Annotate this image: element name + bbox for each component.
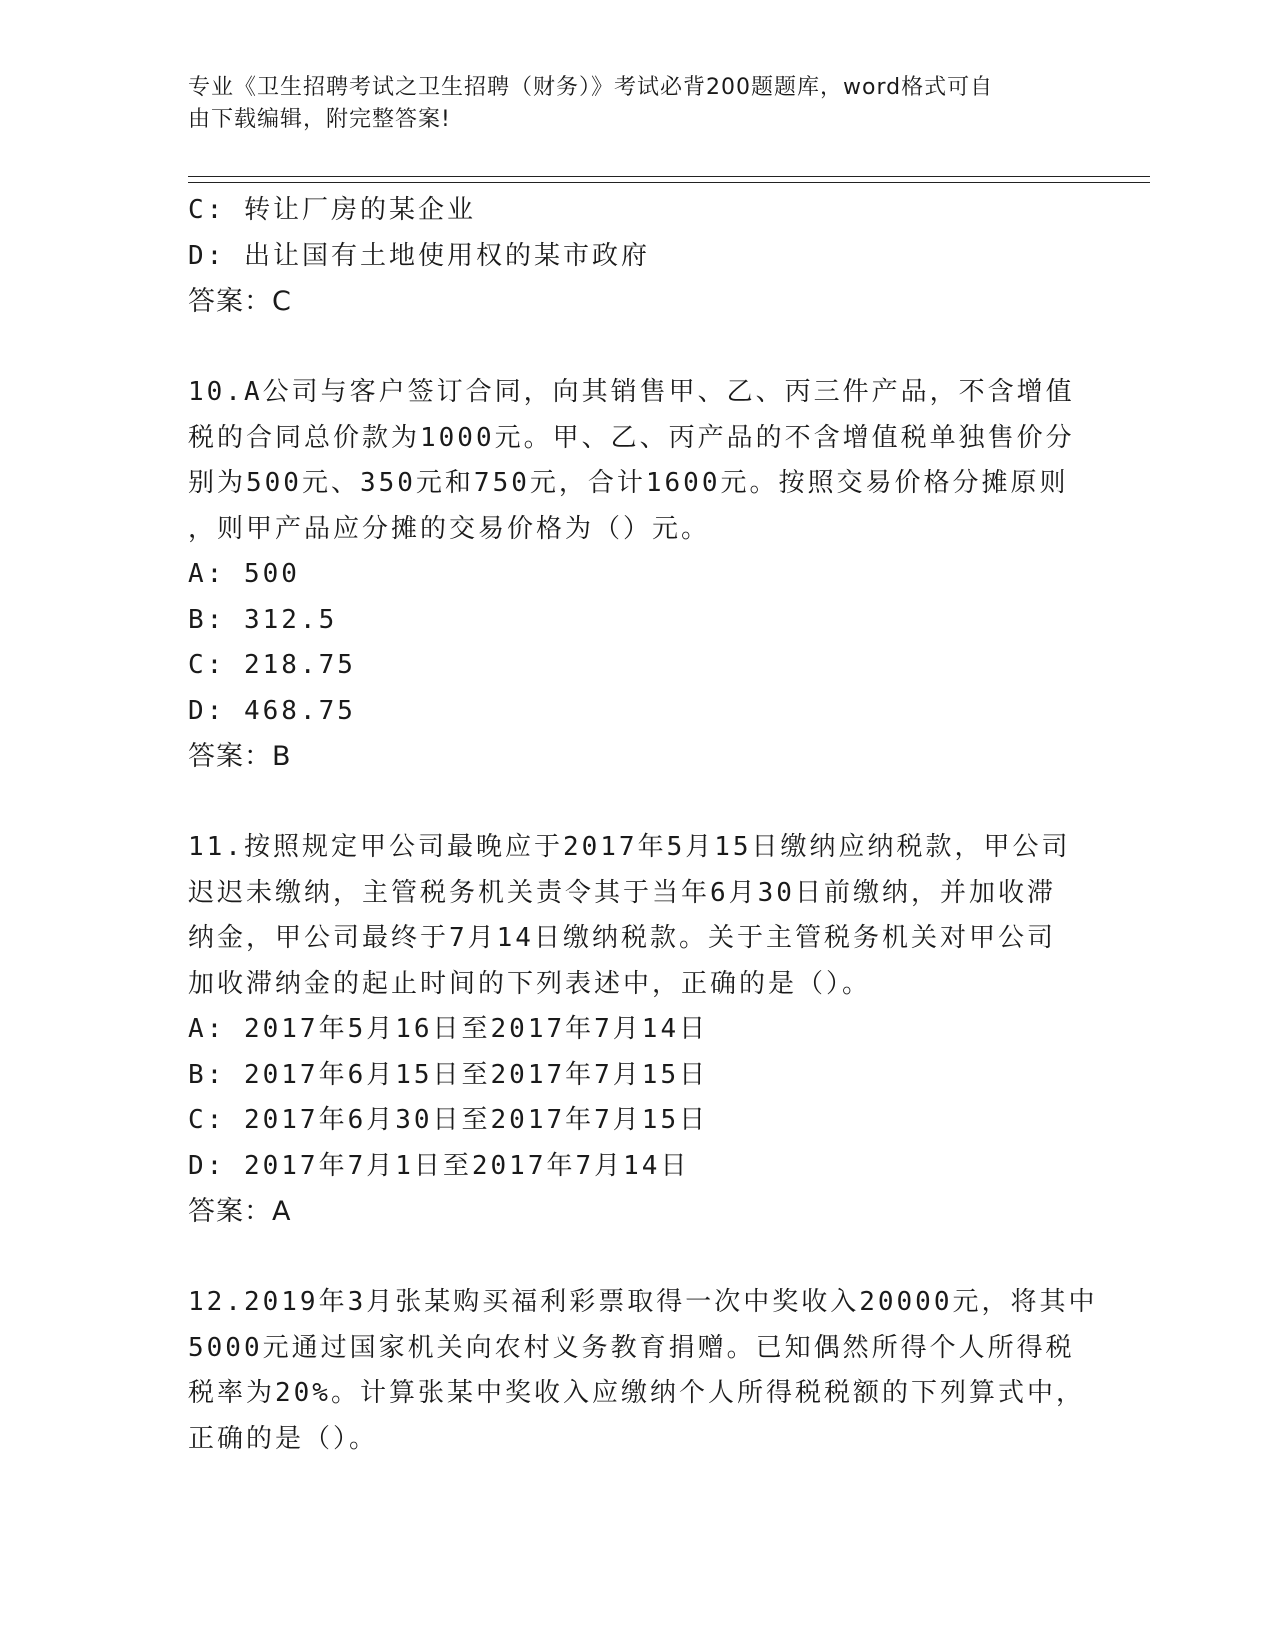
question-stem-line: 10.A公司与客户签订合同，向其销售甲、乙、丙三件产品，不含增值 (188, 377, 1075, 407)
question-stem-line: 迟迟未缴纳，主管税务机关责令其于当年6月30日前缴纳，并加收滞 (188, 877, 1056, 908)
question-stem-line: 5000元通过国家机关向农村义务教育捐赠。已知偶然所得个人所得税 (188, 1332, 1075, 1363)
question-stem-line: 11.按照规定甲公司最晚应于2017年5月15日缴纳应纳税款，甲公司 (188, 832, 1071, 862)
question-stem-line: 12.2019年3月张某购买福利彩票取得一次中奖收入20000元，将其中 (188, 1287, 1098, 1317)
option-b: B: 312.5 (188, 604, 338, 635)
document-header (188, 72, 1068, 136)
option-d: D: 2017年7月1日至2017年7月14日 (188, 1150, 690, 1181)
question-stem-line: 税的合同总价款为1000元。甲、乙、丙产品的不含增值税单独售价分 (188, 422, 1075, 453)
answer-line: 答案：B (188, 741, 292, 772)
document-body (188, 188, 1098, 1462)
option-c: C: 218.75 (188, 650, 356, 680)
answer-line: 答案：A (188, 1196, 292, 1227)
option-c: C: 2017年6月30日至2017年7月15日 (188, 1105, 709, 1135)
question-stem-line: 纳金，甲公司最终于7月14日缴纳税款。关于主管税务机关对甲公司 (188, 923, 1056, 953)
option-b: B: 2017年6月15日至2017年7月15日 (188, 1059, 709, 1090)
option-d: D: 468.75 (188, 695, 356, 726)
question-stem-line: 税率为20%。计算张某中奖收入应缴纳个人所得税税额的下列算式中， (188, 1378, 1085, 1408)
option-a: A: 2017年5月16日至2017年7月14日 (188, 1014, 709, 1044)
question-block (188, 370, 1078, 780)
option-d: D: 出让国有土地使用权的某市政府 (188, 240, 650, 271)
option-a: A: 500 (188, 559, 300, 589)
question-block (188, 1280, 1098, 1462)
question-block (188, 188, 1078, 325)
question-stem-line: ，则甲产品应分摊的交易价格为（）元。 (188, 513, 711, 544)
header-divider (188, 176, 1150, 183)
option-c: C: 转让厂房的某企业 (188, 195, 476, 225)
question-stem-line: 别为500元、350元和750元，合计1600元。按照交易价格分摊原则 (188, 468, 1069, 498)
question-block (188, 825, 1078, 1235)
header-line: 专业《卫生招聘考试之卫生招聘（财务）》考试必背200题题库，word格式可自 (188, 75, 994, 100)
question-stem-line: 加收滞纳金的起止时间的下列表述中，正确的是（）。 (188, 968, 872, 999)
question-stem-line: 正确的是（）。 (188, 1423, 379, 1454)
header-line: 由下载编辑，附完整答案! (188, 107, 451, 132)
answer-line: 答案：C (188, 286, 292, 317)
